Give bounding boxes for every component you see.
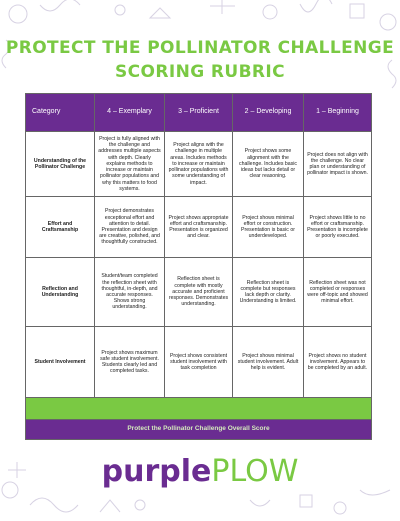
overall-score-label: Protect the Pollinator Challenge Overall Score xyxy=(26,420,372,440)
rubric-table xyxy=(25,93,372,440)
rubric-cell: Reflection sheet is complete with mostly accurate and proficient responses. Demonstrates understanding. xyxy=(165,258,233,327)
rubric-cell: Reflection sheet is complete but responses lack depth or clarity. Understanding is limited. xyxy=(233,258,304,327)
rubric-cell: Project shows some alignment with the challenge. Includes basic ideas but lacks detail or clear reasoning. xyxy=(233,132,304,197)
header-row xyxy=(26,94,372,132)
table-row xyxy=(26,132,372,197)
rubric-cell: Project shows consistent student involvement with task completion xyxy=(165,327,233,398)
rubric-cell: Project shows little to no effort or craftsmanship. Presentation is incomplete or poorly executed. xyxy=(304,197,372,258)
header-beginning: 1 – Beginning xyxy=(304,94,372,132)
table-row xyxy=(26,258,372,327)
row-category: Student Involvement xyxy=(26,327,95,398)
logo-part-purple: purple xyxy=(101,454,212,489)
rubric-cell: Project demonstrates exceptional effort and attention to detail. Presentation and design are creative, polished, and thoughtfully constructed. xyxy=(95,197,165,258)
rubric-cell: Project shows appropriate effort and craftsmanship. Presentation is organized and clear. xyxy=(165,197,233,258)
rubric-cell: Project shows maximum safe student involvement. Students clearly led and completed tasks. xyxy=(95,327,165,398)
header-exemplary: 4 – Exemplary xyxy=(95,94,165,132)
rubric-cell: Reflection sheet was not completed or responses were off-topic and showed minimal effort. xyxy=(304,258,372,327)
header-developing: 2 – Developing xyxy=(233,94,304,132)
rubric-cell: Project shows no student involvement. Appears to be completed by an adult. xyxy=(304,327,372,398)
row-category: Reflection and Understanding xyxy=(26,258,95,327)
header-proficient: 3 – Proficient xyxy=(165,94,233,132)
table-row xyxy=(26,197,372,258)
rubric-cell: Project shows minimal student involvement. Adult help is evident. xyxy=(233,327,304,398)
header-category: Category xyxy=(26,94,95,132)
table-row xyxy=(26,327,372,398)
page-title-line1: PROTECT THE POLLINATOR CHALLENGE xyxy=(5,38,395,58)
page-title-line2: SCORING RUBRIC xyxy=(114,62,286,82)
logo-part-plow: PLOW xyxy=(211,454,299,489)
rubric-cell: Project shows minimal effort or construction. Presentation is basic or underdeveloped. xyxy=(233,197,304,258)
spacer-cell xyxy=(26,398,372,420)
overall-score-row xyxy=(26,420,372,440)
rubric-cell: Project does not align with the challenge. No clear plan or understanding of pollinator impact is shown. xyxy=(304,132,372,197)
rubric-cell: Student/team completed the reflection sheet with thoughtful, in-depth, and accurate responses. Shows strong understanding. xyxy=(95,258,165,327)
rubric-cell: Project aligns with the challenge in multiple areas. Includes methods to increase or maintain pollinator populations with some understanding of impact. xyxy=(165,132,233,197)
row-category: Effort and Craftsmanship xyxy=(26,197,95,258)
spacer-row xyxy=(26,398,372,420)
purpleplow-logo xyxy=(0,455,400,489)
row-category: Understanding of the Pollinator Challenge xyxy=(26,132,95,197)
rubric-cell: Project is fully aligned with the challenge and addresses multiple aspects with depth. Clearly explains methods to increase or maintain pollinator populations and why this matters to food systems. xyxy=(95,132,165,197)
